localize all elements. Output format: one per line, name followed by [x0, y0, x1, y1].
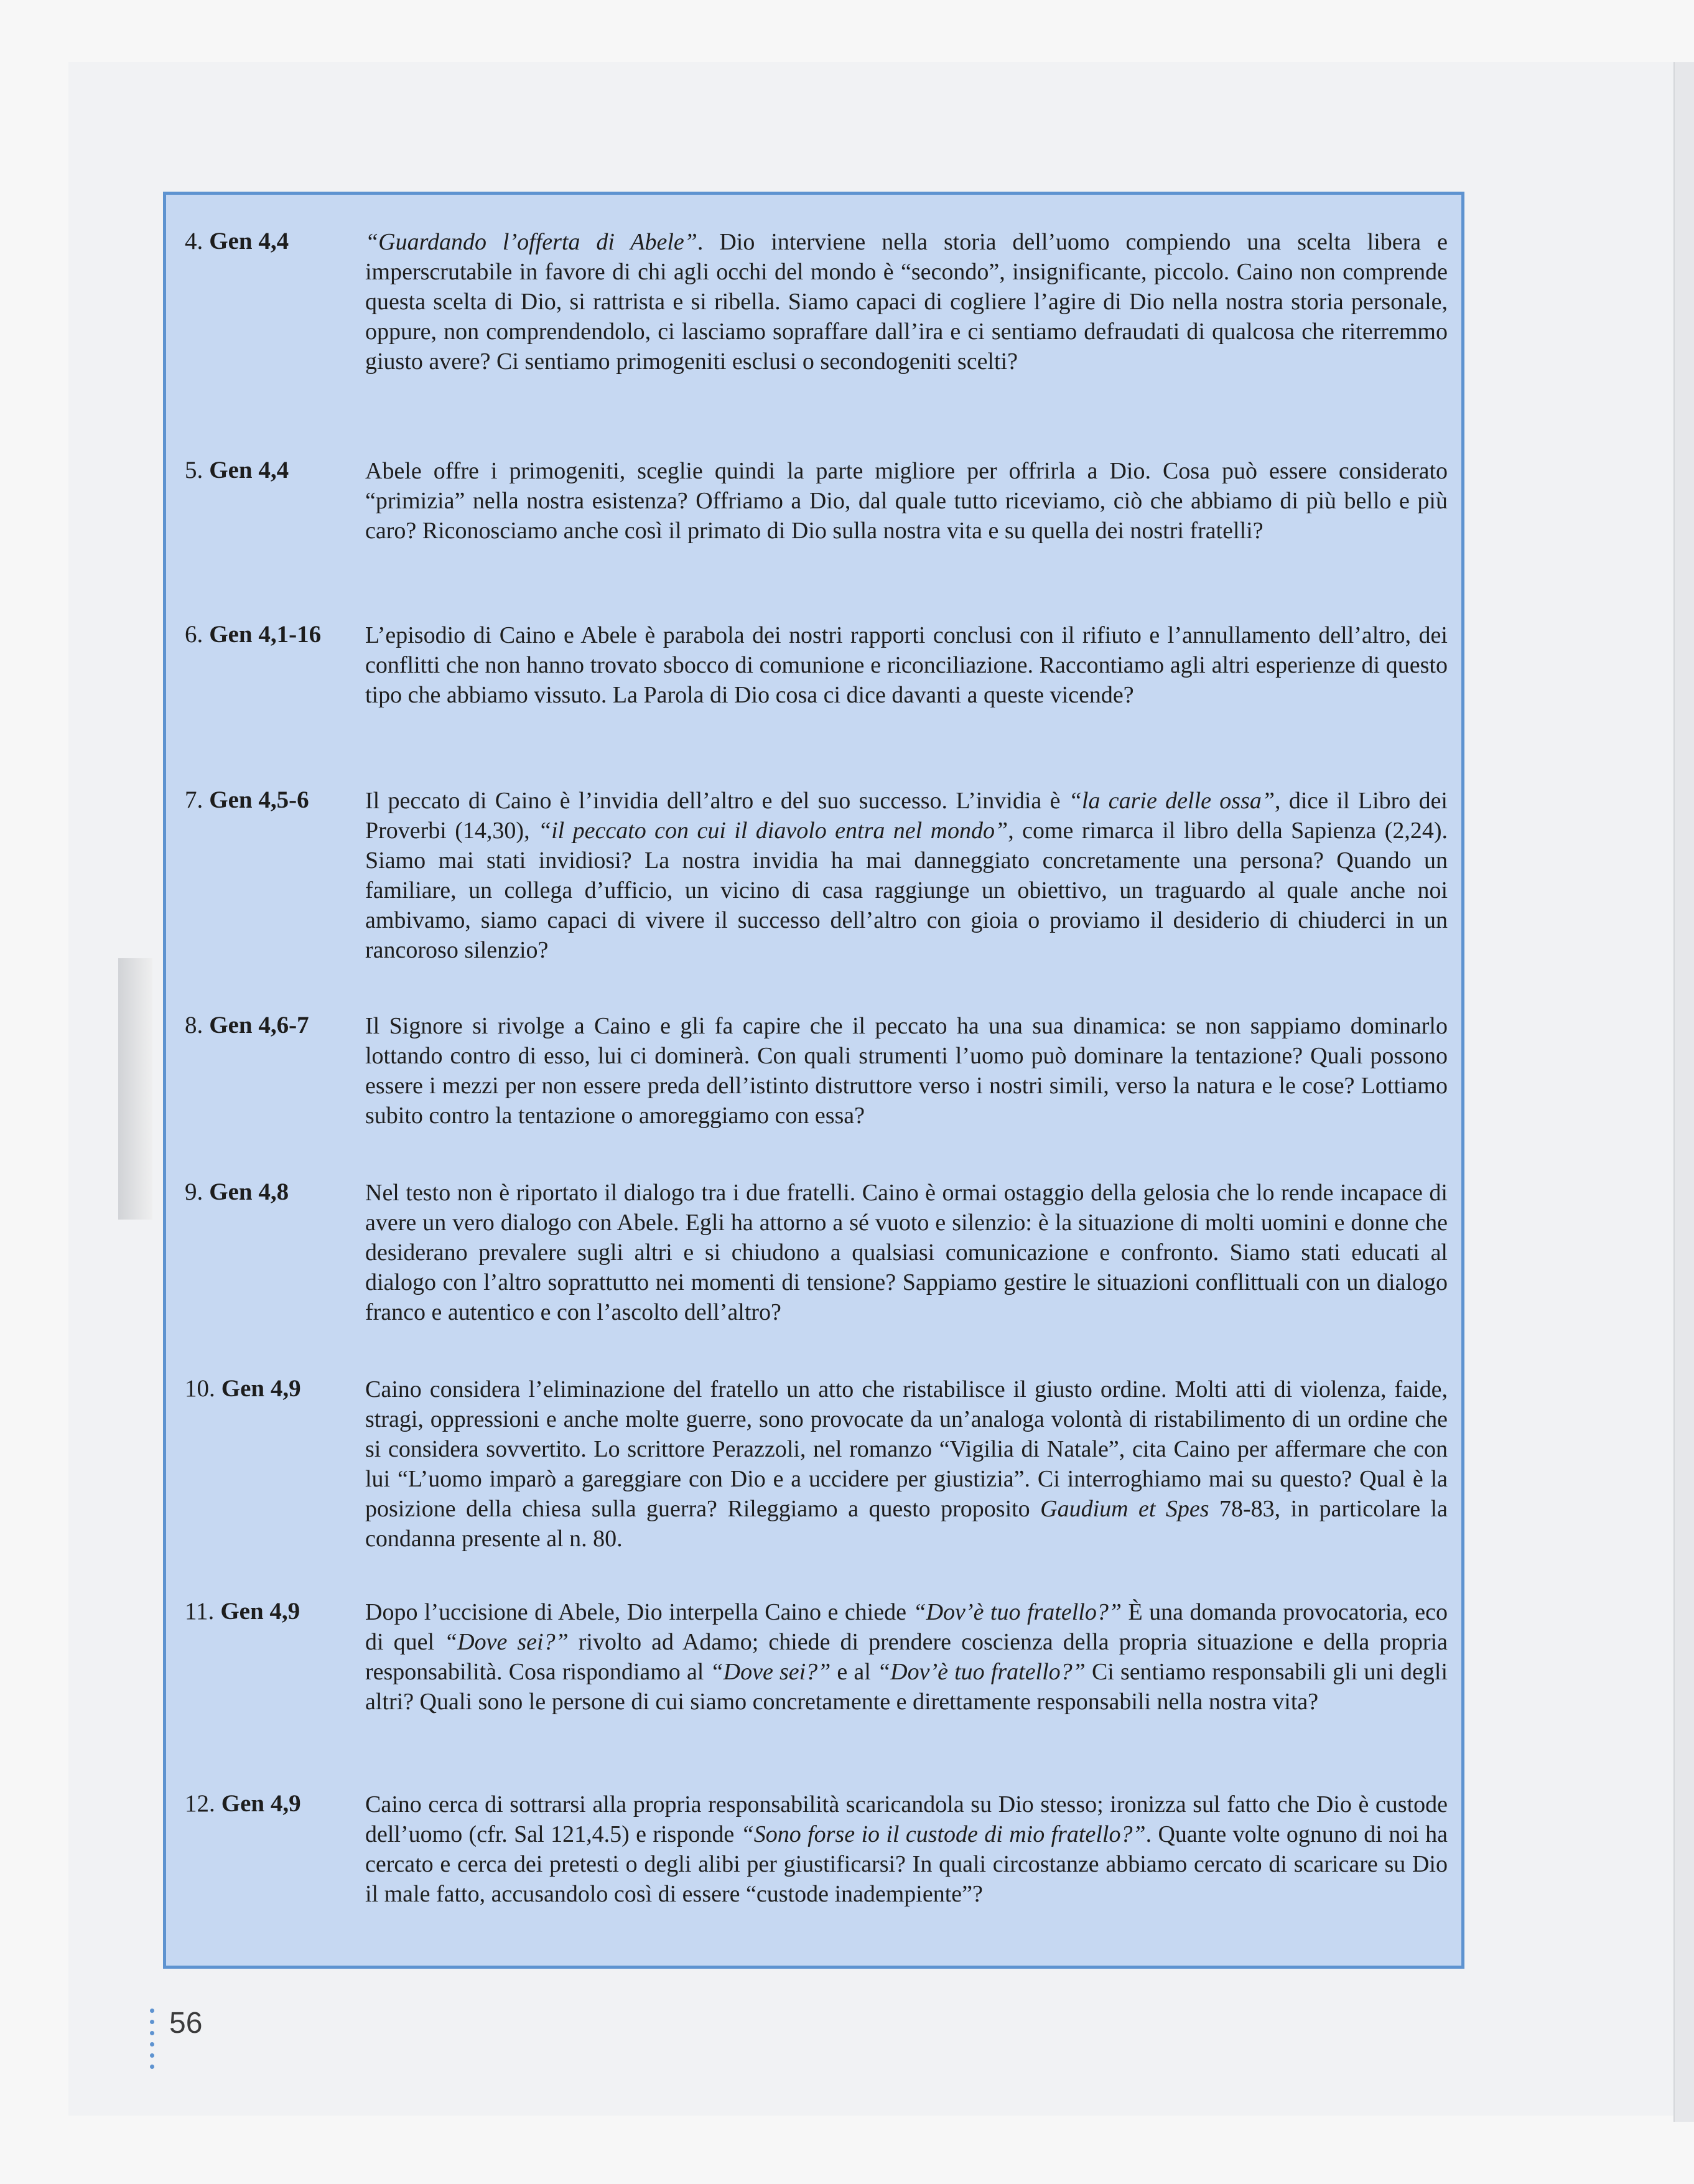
- entry-number: 9.: [185, 1178, 203, 1205]
- entry-citation: Gen 4,8: [209, 1178, 289, 1205]
- entry-number: 8.: [185, 1012, 203, 1038]
- entry-citation: Gen 4,6-7: [209, 1012, 309, 1038]
- entry-citation: Gen 4,5-6: [209, 786, 309, 813]
- entry-text: Abele offre i primogeniti, sceglie quindi la parte migliore per offrirla a Dio. Cosa può essere considerato “primizia” nella nostra esistenza? Offriamo a Dio, dal quale tutto riceviamo, ciò che abbiamo di più bello e più caro? Riconosciamo anche così il primato di Dio sulla nostra vita e su quella dei nostri fratelli?: [365, 458, 1448, 544]
- entry-number: 5.: [185, 457, 203, 483]
- entry-text: Caino cerca di sottrarsi alla propria responsabilità scaricandola su Dio stesso; ironizza sul fatto che Dio è custode dell’uomo (cfr. Sal 121,4.5) e risponde “Sono forse io il custode di mio fratello?”. Quante volte ognuno di noi ha cercato e cerca dei pretesti o degli alibi per giustificarsi? In quali circostanze abbiamo cercato di scaricare su Dio il male fatto, accusandolo così di essere “custode inadempiente”?: [365, 1791, 1448, 1907]
- entry-number: 12.: [185, 1790, 215, 1817]
- entry-reference: [185, 1597, 300, 1625]
- entry-text: Nel testo non è riportato il dialogo tra i due fratelli. Caino è ormai ostaggio della gelosia che lo rende incapace di avere un vero dialogo con Abele. Egli ha attorno a sé vuoto e silenzio: è la situazione di molti uomini e donne che desiderano prevalere sugli altri e si chiudono a qualsiasi comunicazione e confronto. Siamo stati educati al dialogo con l’altro soprattutto nei momenti di tensione? Sappiamo gestire le situazioni conflittuali con un dialogo franco e autentico e con l’ascolto dell’altro?: [365, 1180, 1448, 1325]
- entry-reference: [185, 1790, 301, 1818]
- binding-shadow: [118, 958, 152, 1220]
- entry-number: 11.: [185, 1598, 215, 1625]
- entry-text: Caino considera l’eliminazione del fratello un atto che ristabilisce il giusto ordine. Molti atti di violenza, faide, stragi, oppressioni e anche molte guerre, sono provocate da un’analoga volontà di ristabilimento di un ordine che si considera sovvertito. Lo scrittore Perazzoli, nel romanzo “Vigilia di Natale”, cita Caino per affermare che con lui “L’uomo imparò a gareggiare con Dio e a uccidere per giustizia”. Ci interroghiamo mai su questo? Qual è la posizione della chiesa sulla guerra? Rileggiamo a questo proposito Gaudium et Spes 78-83, in particolare la condanna presente al n. 80.: [365, 1376, 1448, 1552]
- entry-text: L’episodio di Caino e Abele è parabola dei nostri rapporti conclusi con il rifiuto e l’annullamento dell’altro, dei conflitti che non hanno trovato sbocco di comunione e riconciliazione. Raccontiamo agli altri esperienze di questo tipo che abbiamo vissuto. La Parola di Dio cosa ci dice davanti a queste vicende?: [365, 622, 1448, 708]
- entry-citation: Gen 4,9: [221, 1375, 301, 1402]
- entry-citation: Gen 4,9: [221, 1790, 301, 1817]
- entry-text: Il Signore si rivolge a Caino e gli fa capire che il peccato ha una sua dinamica: se non sappiamo dominarlo lottando contro di esso, lui ci dominerà. Con quali strumenti l’uomo può dominare la tentazione? Quali possono essere i mezzi per non essere preda dell’istinto distruttore verso i nostri simili, verso la natura e le cose? Lottiamo subito contro la tentazione o amoreggiamo con essa?: [365, 1013, 1448, 1129]
- entry-number: 4.: [185, 228, 203, 254]
- entry-text: Dopo l’uccisione di Abele, Dio interpella Caino e chiede “Dov’è tuo fratello?” È una domanda provocatoria, eco di quel “Dove sei?” rivolto ad Adamo; chiede di prendere coscienza della propria situazione e della propria responsabilità. Cosa rispondiamo al “Dove sei?” e al “Dov’è tuo fratello?” Ci sentiamo responsabili gli uni degli altri? Quali sono le persone di cui siamo concretamente e direttamente responsabili nella nostra vita?: [365, 1599, 1448, 1715]
- entry-number: 7.: [185, 786, 203, 813]
- entry-citation: Gen 4,4: [209, 457, 289, 483]
- entry-reference: [185, 1374, 301, 1402]
- entry-number: 6.: [185, 621, 203, 648]
- page-number: 56: [169, 2007, 203, 2040]
- page-number-dots: [150, 2009, 156, 2076]
- entry-text: “Guardando l’offerta di Abele”. Dio interviene nella storia dell’uomo compiendo una scelta libera e imperscrutabile in favore di chi agli occhi del mondo è “secondo”, insignificante, piccolo. Caino non comprende questa scelta di Dio, si rattrista e si ribella. Siamo capaci di cogliere l’agire di Dio nella nostra storia personale, oppure, non comprendendolo, ci lasciamo sopraffare dall’ira e ci sentiamo defraudati di qualcosa che riterremmo giusto avere? Ci sentiamo primogeniti esclusi o secondogeniti scelti?: [365, 229, 1448, 375]
- facing-page-edge: [1673, 62, 1694, 2122]
- questions-box: [163, 192, 1464, 1969]
- entry-reference: [185, 620, 321, 648]
- entry-citation: Gen 4,1-16: [209, 621, 322, 648]
- entry-reference: [185, 456, 289, 484]
- entry-reference: [185, 1011, 309, 1039]
- entry-citation: Gen 4,9: [220, 1598, 300, 1625]
- entry-number: 10.: [185, 1375, 215, 1402]
- entry-reference: [185, 227, 289, 255]
- entry-citation: Gen 4,4: [209, 228, 289, 254]
- entry-reference: [185, 786, 309, 814]
- entry-text: Il peccato di Caino è l’invidia dell’altro e del suo successo. L’invidia è “la carie delle ossa”, dice il Libro dei Proverbi (14,30), “il peccato con cui il diavolo entra nel mondo”, come rimarca il libro della Sapienza (2,24). Siamo mai stati invidiosi? La nostra invidia ha mai danneggiato concretamente una persona? Quando un familiare, un collega d’ufficio, un vicino di casa raggiunge un obiettivo, un traguardo al quale anche noi ambivamo, siamo capaci di vivere il successo dell’altro con gioia o proviamo il desiderio di chiuderci in un rancoroso silenzio?: [365, 788, 1448, 963]
- entry-reference: [185, 1178, 289, 1206]
